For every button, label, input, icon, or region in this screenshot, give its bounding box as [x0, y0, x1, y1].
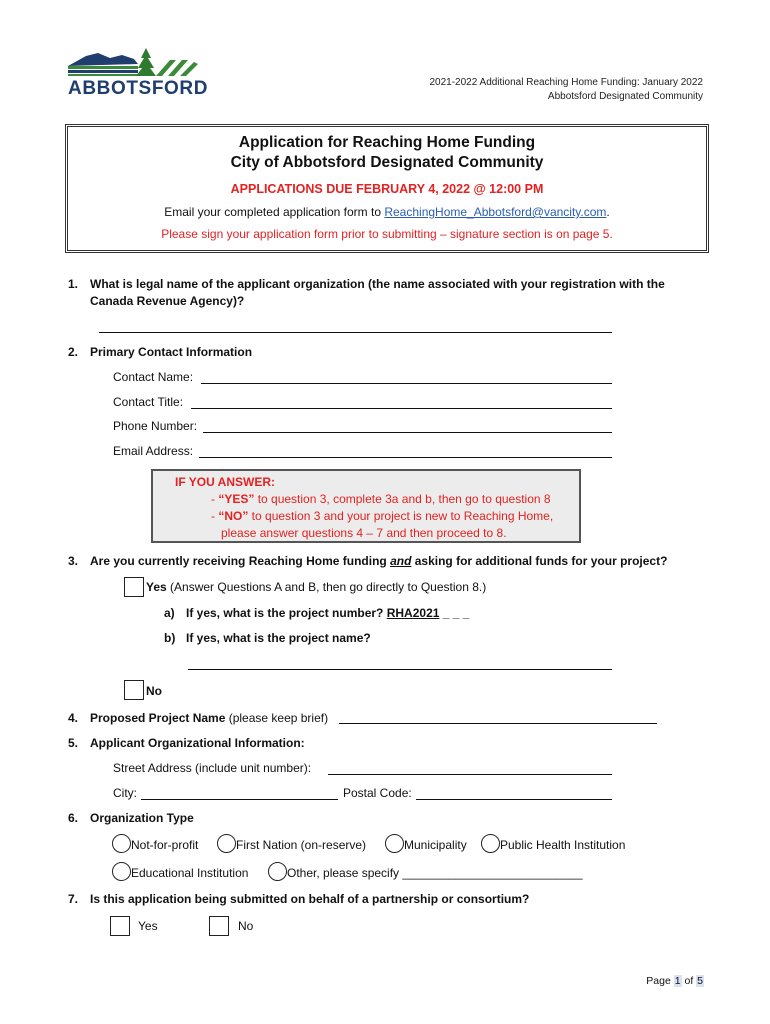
email-link[interactable]: ReachingHome_Abbotsford@vancity.com: [384, 205, 607, 219]
contact-name-field[interactable]: [201, 383, 612, 384]
not-for-profit-label: Not-for-profit: [131, 838, 199, 852]
q3b-question: b) If yes, what is the project name?: [164, 631, 371, 645]
question-3: 3. Are you currently receiving Reaching Home funding and asking for additional funds for your project?: [68, 554, 668, 568]
street-address-field[interactable]: [328, 774, 612, 775]
q7-no-label: No: [238, 919, 254, 933]
q7-no-checkbox[interactable]: [209, 916, 229, 936]
email-address-field[interactable]: [199, 457, 612, 458]
first-nation-radio[interactable]: [217, 834, 236, 853]
postal-code-label: Postal Code:: [343, 786, 412, 800]
contact-title-field[interactable]: [191, 408, 612, 409]
question-2-text: Primary Contact Information: [90, 345, 253, 359]
notice-heading: IF YOU ANSWER:: [175, 475, 276, 489]
project-name-brief-field[interactable]: [339, 723, 657, 724]
logo-text: ABBOTSFORD: [68, 78, 209, 99]
street-address-label: Street Address (include unit number):: [113, 761, 312, 775]
q3a-question: a) If yes, what is the project number? RHA2021 _ _ _: [164, 606, 470, 620]
municipality-label: Municipality: [404, 838, 467, 852]
other-radio[interactable]: [268, 862, 287, 881]
notice-no-line: - “NO” to question 3 and your project is new to Reaching Home,: [211, 509, 554, 523]
q3-no-checkbox[interactable]: [124, 680, 144, 700]
q7-yes-label: Yes: [138, 919, 158, 933]
public-health-radio[interactable]: [481, 834, 500, 853]
educational-institution-radio[interactable]: [112, 862, 131, 881]
phone-number-label: Phone Number:: [113, 419, 198, 433]
city-field[interactable]: [141, 799, 338, 800]
public-health-label: Public Health Institution: [500, 838, 626, 852]
municipality-radio[interactable]: [385, 834, 404, 853]
project-number-blanks[interactable]: _ _ _: [439, 606, 470, 620]
question-7: 7. Is this application being submitted on behalf of a partnership or consortium?: [68, 892, 530, 906]
contact-name-label: Contact Name:: [113, 370, 194, 384]
phone-number-field[interactable]: [203, 432, 612, 433]
signature-note: Please sign your application form prior to submitting – signature section is on page 5.: [161, 227, 613, 241]
header-line-2: Abbotsford Designated Community: [547, 91, 703, 102]
other-specify-label[interactable]: Other, please specify ___________________________: [287, 866, 583, 880]
notice-yes-line: - “YES” to question 3, complete 3a and b, then go to question 8: [211, 492, 551, 506]
notice-no-line-2: please answer questions 4 – 7 and then proceed to 8.: [221, 526, 507, 540]
page-title: Application for Reaching Home Funding: [238, 134, 536, 151]
question-1-text: What is legal name of the applicant organization (the name associated with your registration with the: [90, 277, 665, 291]
question-6: 6. Organization Type: [68, 811, 194, 825]
document-header: [429, 76, 703, 104]
city-label: City:: [113, 786, 137, 800]
q7-yes-checkbox[interactable]: [110, 916, 130, 936]
question-4: 4. Proposed Project Name (please keep brief): [68, 711, 329, 725]
header-line-1: 2021-2022 Additional Reaching Home Funding: January 2022: [429, 77, 703, 88]
due-date-notice: APPLICATIONS DUE FEBRUARY 4, 2022 @ 12:00 PM: [230, 182, 544, 196]
logo-mountain-icon: [64, 44, 204, 82]
q3-yes-checkbox[interactable]: [124, 577, 144, 597]
title-box: [65, 124, 709, 253]
org-name-field[interactable]: [99, 332, 612, 333]
q3-no-label: No: [146, 684, 162, 698]
postal-code-field[interactable]: [416, 799, 612, 800]
instructions-notice: [151, 469, 581, 543]
first-nation-label: First Nation (on-reserve): [236, 838, 367, 852]
question-5: 5. Applicant Organizational Information:: [68, 736, 305, 750]
email-instruction: Email your completed application form to ReachingHome_Abbotsford@vancity.com.: [164, 205, 610, 219]
project-name-field[interactable]: [188, 669, 612, 670]
q3-yes-label: Yes (Answer Questions A and B, then go directly to Question 8.): [146, 580, 487, 594]
contact-title-label: Contact Title:: [113, 395, 184, 409]
project-number-prefix: RHA2021: [386, 606, 440, 620]
not-for-profit-radio[interactable]: [112, 834, 131, 853]
page-subtitle: City of Abbotsford Designated Community: [230, 154, 544, 171]
question-1: 1. What is legal name of the applicant organization (the name associated with your registration with the Canada Revenue Agency)?: [68, 277, 665, 308]
question-2: 2. Primary Contact Information: [68, 345, 253, 359]
abbotsford-logo: [64, 44, 209, 100]
page-number: Page 1 of 5: [646, 975, 703, 987]
educational-institution-label: Educational Institution: [131, 866, 249, 880]
email-address-label: Email Address:: [113, 444, 194, 458]
